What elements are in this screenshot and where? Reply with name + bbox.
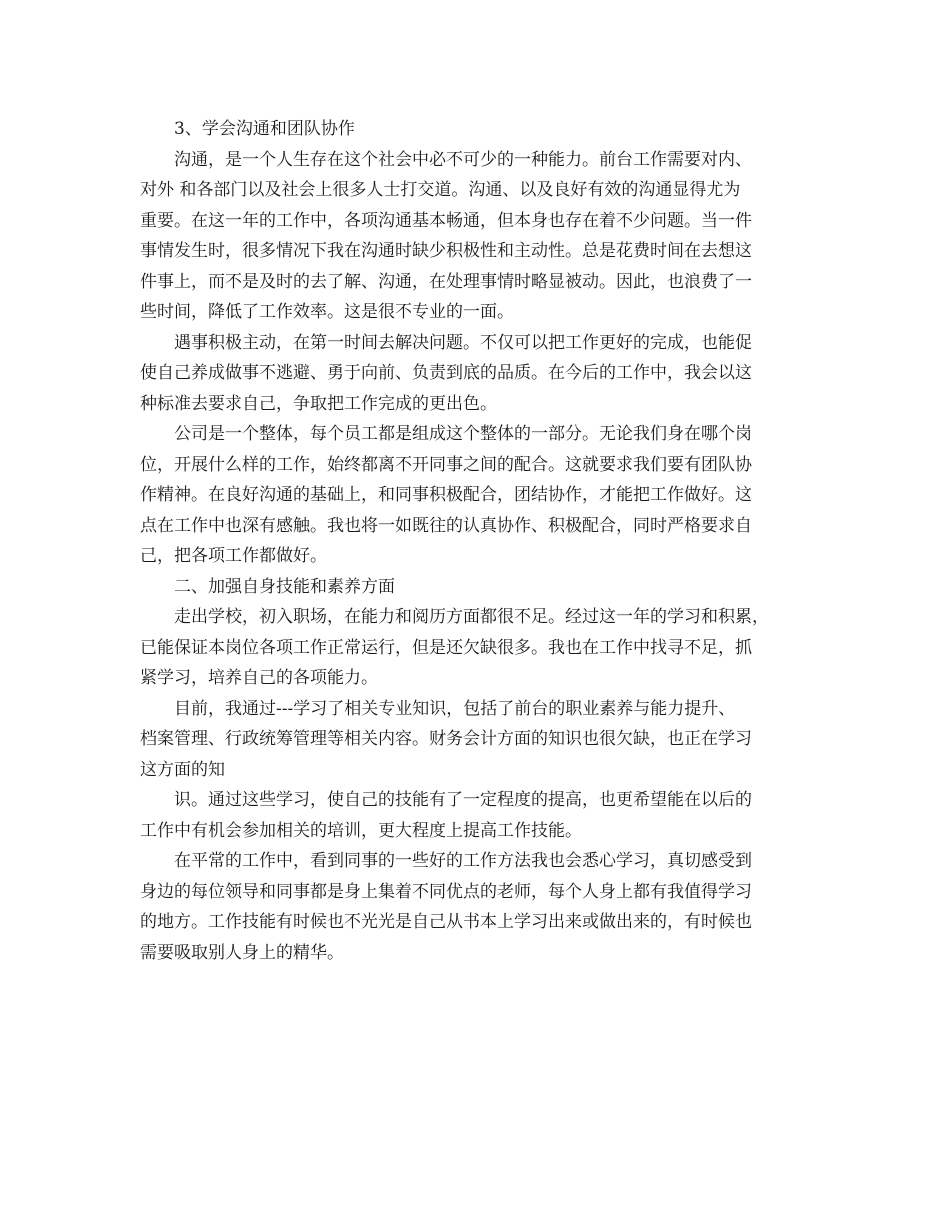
text-line: 作精神。在良好沟通的基础上，和同事积极配合，团结协作，才能把工作做好。这	[140, 485, 752, 505]
text-line: 的地方。工作技能有时候也不光光是自己从书本上学习出来或做出来的，有时候也	[140, 912, 752, 932]
text-line: 这方面的知	[140, 759, 225, 780]
document-body	[140, 114, 820, 968]
text-line: 事情发生时，很多情况下我在沟通时缺少积极性和主动性。总是花费时间在去想这	[140, 241, 752, 261]
text-line: 对外 和各部门以及社会上很多人士打交道。沟通、以及良好有效的沟通显得尤为	[140, 180, 741, 200]
text-line: 沟通，是一个人生存在这个社会中必不可少的一种能力。前台工作需要对内、	[174, 149, 752, 170]
text-line: 工作中有机会参加相关的培训，更大程度上提高工作技能。	[140, 820, 582, 841]
text-line: 身边的每位领导和同事都是身上集着不同优点的老师，每个人身上都有我值得学习	[140, 881, 752, 902]
text-line: 己，把各项工作都做好。	[140, 546, 327, 566]
text-line: 3、学会沟通和团队协作	[174, 119, 355, 139]
text-line: 紧学习，培养自己的各项能力。	[140, 668, 378, 688]
text-line: 使自己养成做事不逃避、勇于向前、负责到底的品质。在今后的工作中，我会以这	[140, 363, 752, 383]
text-line: 识。通过这些学习，使自己的技能有了一定程度的提高，也更希望能在以后的	[174, 790, 752, 810]
text-line: 件事上，而不是及时的去了解、沟通，在处理事情时略显被动。因此，也浪费了一	[140, 271, 752, 292]
text-line: 已能保证本岗位各项工作正常运行，但是还欠缺很多。我也在工作中找寻不足，抓	[140, 637, 752, 658]
text-line: 些时间，降低了工作效率。这是很不专业的一面。	[140, 302, 514, 322]
text-line: 在平常的工作中，看到同事的一些好的工作方法我也会悉心学习，真切感受到	[174, 851, 752, 871]
text-line: 点在工作中也深有感触。我也将一如既往的认真协作、积极配合，同时严格要求自	[140, 515, 752, 536]
text-line: 种标准去要求自己，争取把工作完成的更出色。	[140, 393, 497, 414]
text-line: 二、加强自身技能和素养方面	[174, 576, 395, 597]
text-line: 公司是一个整体，每个员工都是组成这个整体的一部分。无论我们身在哪个岗	[174, 424, 752, 444]
text-line: 档案管理、行政统筹管理等相关内容。财务会计方面的知识也很欠缺，也正在学习	[140, 729, 752, 749]
text-line: 走出学校，初入职场，在能力和阅历方面都很不足。经过这一年的学习和积累，	[174, 607, 769, 627]
text-line: 目前，我通过---学习了相关专业知识，包括了前台的职业素养与能力提升、	[174, 698, 736, 719]
text-line: 重要。在这一年的工作中，各项沟通基本畅通，但本身也存在着不少问题。当一件	[140, 210, 752, 231]
text-line: 位，开展什么样的工作，始终都离不开同事之间的配合。这就要求我们要有团队协	[140, 454, 752, 475]
text-line: 遇事积极主动，在第一时间去解决问题。不仅可以把工作更好的完成，也能促	[174, 332, 752, 353]
text-line: 需要吸取别人身上的精华。	[140, 942, 344, 963]
